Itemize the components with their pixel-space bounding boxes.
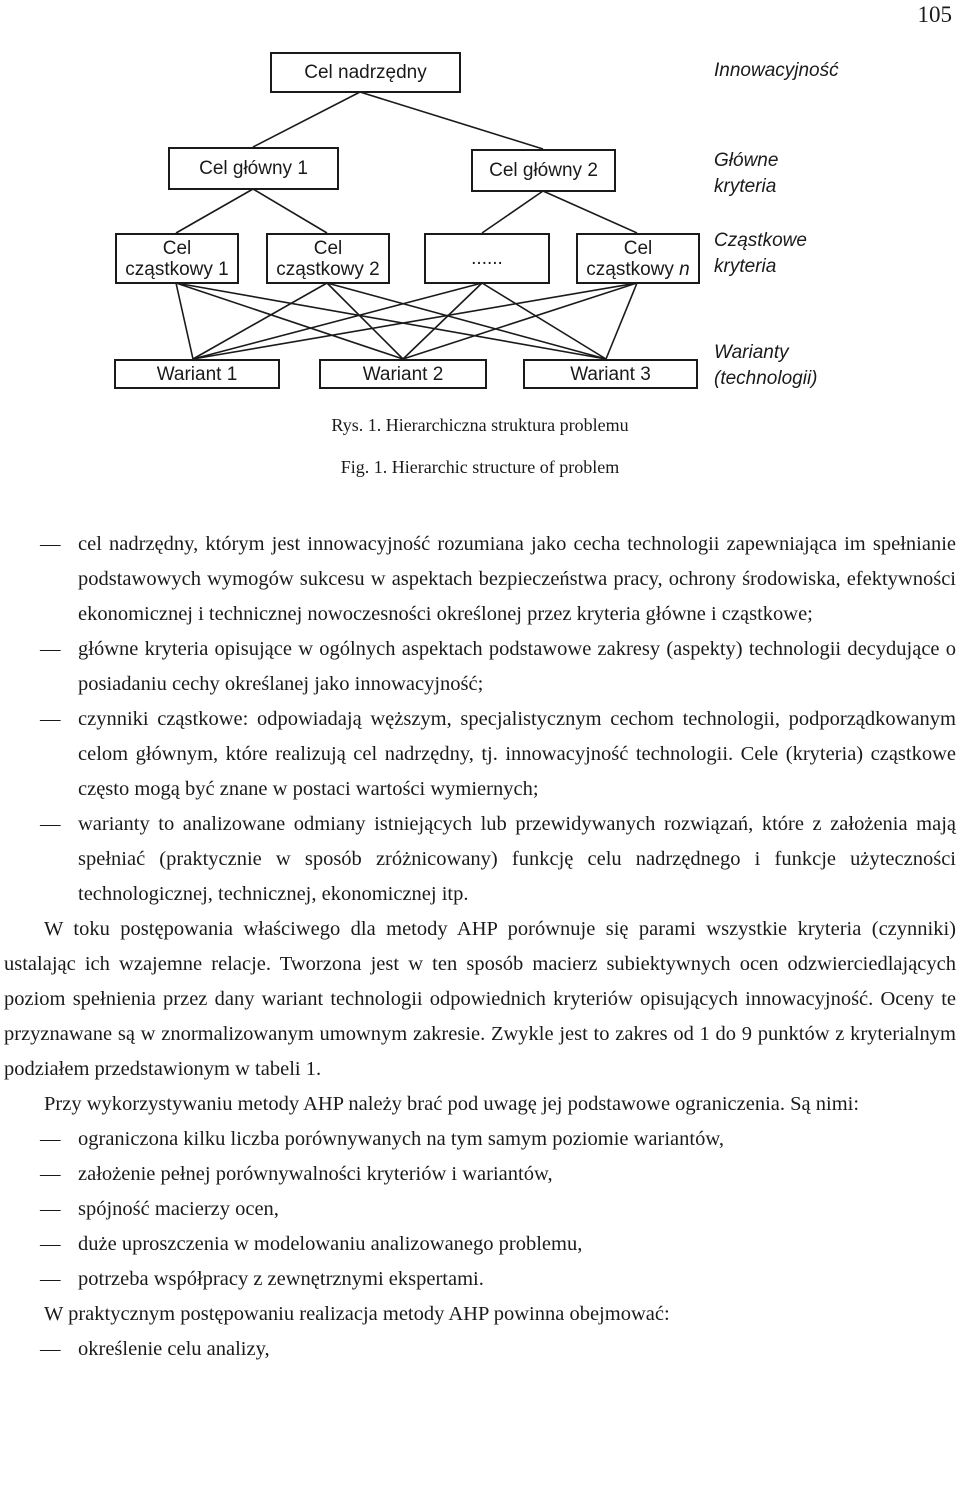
- figure-caption-en: Fig. 1. Hierarchic structure of problem: [340, 457, 620, 477]
- list-item: — czynniki cząstkowe: odpowiadają węższym, specjalistycznym cechom technologii, podporządkowanym celom głównym, które realizują cel nadrzędny, tj. innowacyjność technologii. Cele (kryteria) cząstkowe często mogą być znane w postaci wartości wymiernych;: [40, 708, 956, 800]
- list-item: — założenie pełnej porównywalności kryteriów i wariantów,: [40, 1163, 553, 1185]
- hierarchy-diagram: [0, 0, 960, 400]
- list-item: — cel nadrzędny, którym jest innowacyjność rozumiana jako cecha technologii zapewniająca im spełnianie podstawowych wymogów sukcesu w aspektach bezpieczeństwa pracy, ochrony środowiska, efektywności ekonomicznej i technicznej nowoczesności określonej przez kryteria główne i cząstkowe;: [40, 533, 956, 625]
- node-sub-goal-2: Cel cząstkowy 2: [266, 233, 390, 284]
- node-top-goal: Cel nadrzędny: [270, 52, 461, 93]
- connector-line: [482, 191, 543, 233]
- node-variant-2: Wariant 2: [319, 359, 487, 389]
- list-item: — duże uproszczenia w modelowaniu analizowanego problemu,: [40, 1233, 583, 1255]
- node-sub-goal-1: Cel cząstkowy 1: [115, 233, 239, 284]
- node-variant-3: Wariant 3: [523, 359, 698, 389]
- connector-line: [606, 283, 637, 359]
- node-sub-goal-ellipsis: ......: [424, 233, 550, 284]
- node-main-goal-1: Cel główny 1: [168, 147, 339, 190]
- level-label-sub: Cząstkowe kryteria: [714, 230, 807, 277]
- list-item: — warianty to analizowane odmiany istniejących lub przewidywanych rozwiązań, które z założenia mają spełniać (praktycznie w sposób zróżnicowany) funkcję celu nadrzędnego i funkcje użyteczności technologicznej, technicznej, ekonomicznej itp.: [40, 813, 956, 905]
- level-label-top: Innowacyjność: [714, 60, 839, 81]
- list-item: — określenie celu analizy,: [40, 1338, 270, 1360]
- paragraph: W praktycznym postępowaniu realizacja metody AHP powinna obejmować:: [44, 1303, 670, 1325]
- list-item: — ograniczona kilku liczba porównywanych na tym samym poziomie wariantów,: [40, 1128, 724, 1150]
- connector-line: [253, 189, 327, 233]
- list-item: — główne kryteria opisujące w ogólnych aspektach podstawowe zakresy (aspekty) technologii decydujące o posiadaniu cechy określanej jako innowacyjność;: [40, 638, 956, 695]
- connector-line: [176, 189, 253, 233]
- level-label-main: Główne kryteria: [714, 150, 779, 197]
- paragraph: Przy wykorzystywaniu metody AHP należy brać pod uwagę jej podstawowe ograniczenia. Są nimi:: [44, 1093, 860, 1115]
- list-item: — potrzeba współpracy z zewnętrznymi ekspertami.: [40, 1268, 484, 1290]
- figure-caption-pl: Rys. 1. Hierarchiczna struktura problemu: [331, 415, 629, 435]
- list-item: — spójność macierzy ocen,: [40, 1198, 279, 1220]
- page-number: 105: [917, 2, 952, 27]
- level-label-variants: Warianty (technologii): [714, 342, 818, 389]
- connector-line: [543, 191, 637, 233]
- node-sub-goal-n: Cel cząstkowy n: [576, 233, 700, 284]
- node-variant-1: Wariant 1: [114, 359, 280, 389]
- body-text: [0, 527, 960, 1367]
- connector-line: [253, 92, 360, 147]
- connector-line: [176, 283, 193, 359]
- paragraph: W toku postępowania właściwego dla metody AHP porównuje się parami wszystkie kryteria (czynniki) ustalając ich wzajemne relacje. Tworzona jest w ten sposób macierz subiektywnych ocen odzwierciedlających poziom spełnienia przez dany wariant technologii odpowiednich kryteriów opisujących innowacyjność. Oceny te przyznawane są w znormalizowanym umownym zakresie. Zwykle jest to zakres od 1 do 9 punktów z kryterialnym podziałem przedstawionym w tabeli 1.: [4, 918, 956, 1080]
- node-main-goal-2: Cel główny 2: [471, 149, 616, 192]
- connector-line: [360, 92, 543, 149]
